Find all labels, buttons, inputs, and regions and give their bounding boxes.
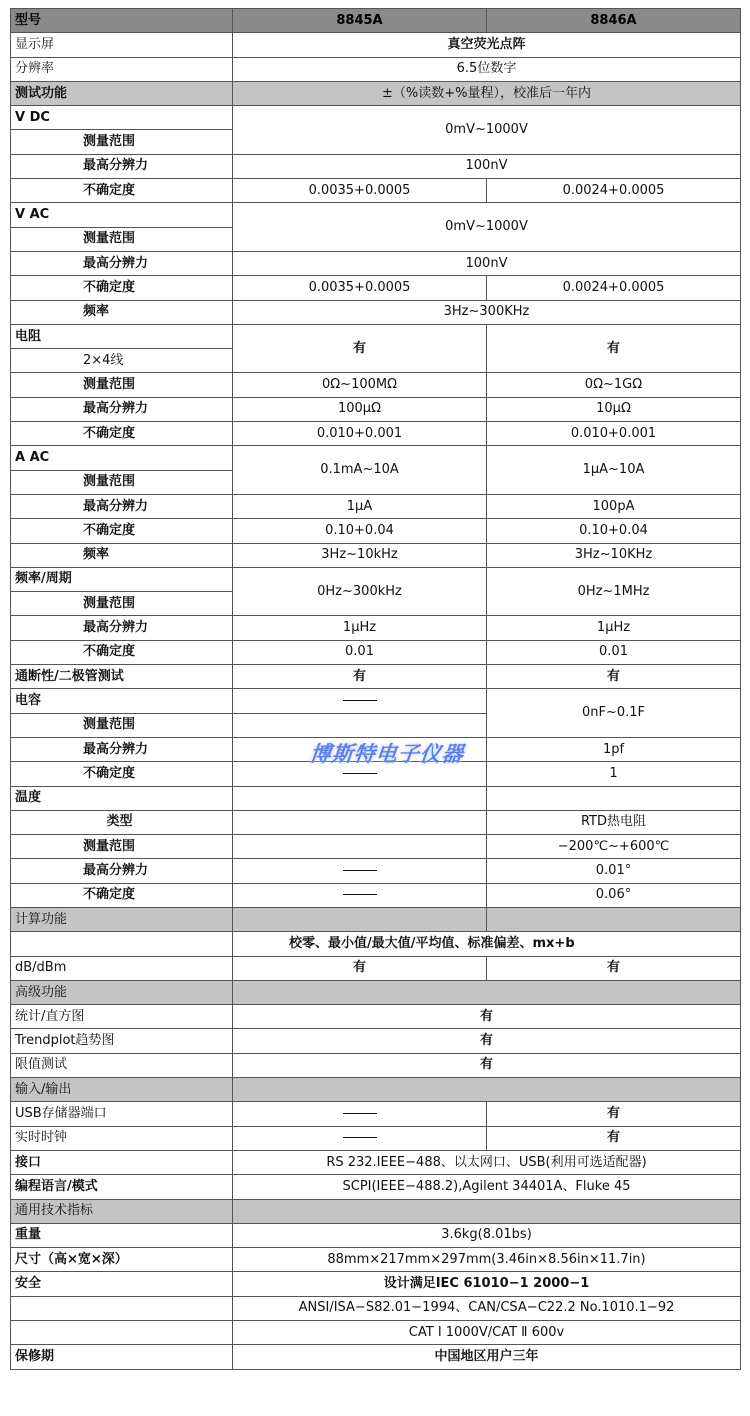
- table-row: [11, 33, 741, 57]
- table-row: [11, 762, 741, 786]
- table-row: [11, 665, 741, 689]
- value-8845a: 有: [233, 665, 487, 689]
- table-row: [11, 689, 741, 713]
- sub-label: 不确定度: [11, 640, 233, 664]
- table-row: [11, 1321, 741, 1345]
- sub-label: 测量范围: [11, 130, 233, 154]
- row-label: dB/dBm: [11, 956, 233, 980]
- section-cell: [233, 1199, 741, 1223]
- table-row: [11, 276, 741, 300]
- table-row: [11, 640, 741, 664]
- value-8846a: 1: [487, 762, 741, 786]
- row-value: CAT Ⅰ 1000V/CAT Ⅱ 600v: [233, 1321, 741, 1345]
- table-row: [11, 324, 741, 348]
- sub-label: 2×4线: [11, 349, 233, 373]
- value-8845a: 0Ω~100MΩ: [233, 373, 487, 397]
- na-dash-cell: [233, 689, 487, 713]
- merged-value-8846a: 0nF~0.1F: [487, 689, 741, 738]
- table-row: [11, 1345, 741, 1369]
- section-label: 输入/输出: [11, 1078, 233, 1102]
- na-dash-cell: [233, 1102, 487, 1126]
- value-8846a: −200℃~+600℃: [487, 835, 741, 859]
- row-label: [11, 1296, 233, 1320]
- empty-cell: [233, 786, 487, 810]
- sub-label: 最高分辨力: [11, 737, 233, 761]
- row-label: 实时时钟: [11, 1126, 233, 1150]
- table-row: [11, 1126, 741, 1150]
- row-label: 尺寸（高×宽×深）: [11, 1248, 233, 1272]
- row-label: 保修期: [11, 1345, 233, 1369]
- merged-value-8845a: 有: [233, 324, 487, 373]
- value-8846a: 0.0024+0.0005: [487, 276, 741, 300]
- table-row: [11, 519, 741, 543]
- table-row: [11, 1053, 741, 1077]
- row-label: 限值测试: [11, 1053, 233, 1077]
- value-8846a: 0.06°: [487, 883, 741, 907]
- table-row: [11, 737, 741, 761]
- row-value: 3Hz~300KHz: [233, 300, 741, 324]
- dash-mark: [343, 894, 377, 895]
- value-8846a: 有: [487, 665, 741, 689]
- row-value: 中国地区用户三年: [233, 1345, 741, 1369]
- table-row: [11, 203, 741, 227]
- value-8846a: 0Ω~1GΩ: [487, 373, 741, 397]
- header-model-8846a: 8846A: [487, 9, 741, 33]
- section-row: [11, 907, 741, 931]
- table-row: [11, 57, 741, 81]
- merged-value-8846a: 1μA~10A: [487, 446, 741, 495]
- value-8846a: 1pf: [487, 737, 741, 761]
- row-label: 接口: [11, 1150, 233, 1174]
- merged-value: 0mV~1000V: [233, 106, 741, 155]
- table-row: [11, 300, 741, 324]
- sub-label: 最高分辨力: [11, 616, 233, 640]
- value-8846a: 3Hz~10KHz: [487, 543, 741, 567]
- group-label: 温度: [11, 786, 233, 810]
- table-row: [11, 1029, 741, 1053]
- value-8846a: 100pA: [487, 494, 741, 518]
- value-8846a: 有: [487, 956, 741, 980]
- sub-label: 最高分辨力: [11, 251, 233, 275]
- table-row: [11, 1005, 741, 1029]
- empty-cell: [487, 786, 741, 810]
- value-8845a: 3Hz~10kHz: [233, 543, 487, 567]
- dash-mark: [343, 700, 377, 701]
- sub-label: 测量范围: [11, 592, 233, 616]
- table-row: [11, 1150, 741, 1174]
- group-label: A AC: [11, 446, 233, 470]
- row-label: 通断性/二极管测试: [11, 665, 233, 689]
- sub-label: 测量范围: [11, 713, 233, 737]
- sub-label: 不确定度: [11, 276, 233, 300]
- sub-label: 最高分辨力: [11, 494, 233, 518]
- sub-label: 不确定度: [11, 762, 233, 786]
- merged-value-8845a: 0.1mA~10A: [233, 446, 487, 495]
- table-row: [11, 494, 741, 518]
- value-8846a: 0.010+0.001: [487, 422, 741, 446]
- row-value: 有: [233, 1053, 741, 1077]
- dash-mark: [343, 870, 377, 871]
- table-row: [11, 1272, 741, 1296]
- table-row: [11, 397, 741, 421]
- empty-cell: [233, 737, 487, 761]
- table-row: [11, 835, 741, 859]
- table-row: [11, 1248, 741, 1272]
- table-row: [11, 446, 741, 470]
- table-row: [11, 106, 741, 130]
- value-8846a: 有: [487, 1126, 741, 1150]
- group-label: 电阻: [11, 324, 233, 348]
- section-label: 通用技术指标: [11, 1199, 233, 1223]
- value-8845a: 1μHz: [233, 616, 487, 640]
- merged-value: 0mV~1000V: [233, 203, 741, 252]
- row-label: 编程语言/模式: [11, 1175, 233, 1199]
- section-label: 计算功能: [11, 907, 233, 931]
- watermark-text: 博斯特电子仪器: [308, 741, 466, 766]
- row-value: ±（%读数+%量程），校准后一年内: [233, 81, 741, 105]
- table-row: [11, 543, 741, 567]
- table-row: [11, 883, 741, 907]
- row-value: 真空荧光点阵: [233, 33, 741, 57]
- row-label: [11, 1321, 233, 1345]
- row-value: 100nV: [233, 251, 741, 275]
- na-dash-cell: [233, 1126, 487, 1150]
- sub-label: 频率: [11, 300, 233, 324]
- sub-label: 不确定度: [11, 519, 233, 543]
- na-dash-cell: [233, 762, 487, 786]
- table-row: [11, 932, 741, 956]
- table-row: [11, 154, 741, 178]
- table-row: [11, 1296, 741, 1320]
- table-row: [11, 810, 741, 834]
- table-row: [11, 422, 741, 446]
- section-label: 高级功能: [11, 980, 233, 1004]
- row-value: 有: [233, 1029, 741, 1053]
- sub-label: 最高分辨力: [11, 859, 233, 883]
- group-label: V AC: [11, 203, 233, 227]
- table-row: [11, 1175, 741, 1199]
- row-label: 安全: [11, 1272, 233, 1296]
- sub-label: 测量范围: [11, 373, 233, 397]
- row-value: ANSI/ISA−S82.01−1994、CAN/CSA−C22.2 No.1010.1−92: [233, 1296, 741, 1320]
- value-8846a: 1μHz: [487, 616, 741, 640]
- group-label: 频率/周期: [11, 567, 233, 591]
- section-cell: [233, 907, 487, 931]
- row-label: 重量: [11, 1223, 233, 1247]
- section-row: [11, 1199, 741, 1223]
- sub-label: 测量范围: [11, 835, 233, 859]
- sub-label: 最高分辨力: [11, 154, 233, 178]
- table-row: [11, 1223, 741, 1247]
- empty-cell: [233, 713, 487, 737]
- sub-label: 测量范围: [11, 227, 233, 251]
- section-row: [11, 81, 741, 105]
- table-row: [11, 179, 741, 203]
- table-header-row: [11, 9, 741, 33]
- section-cell: [487, 907, 741, 931]
- row-value: 3.6kg(8.01bs): [233, 1223, 741, 1247]
- row-value: 设计满足IEC 61010−1 2000−1: [233, 1272, 741, 1296]
- row-value: 88mm×217mm×297mm(3.46in×8.56in×11.7in): [233, 1248, 741, 1272]
- sub-label: 测量范围: [11, 470, 233, 494]
- row-value: 校零、最小值/最大值/平均值、标准偏差、mx+b: [233, 932, 741, 956]
- value-8846a: 0.01°: [487, 859, 741, 883]
- section-label: 测试功能: [11, 81, 233, 105]
- group-label: V DC: [11, 106, 233, 130]
- value-8845a: 0.010+0.001: [233, 422, 487, 446]
- table-row: [11, 1102, 741, 1126]
- row-value: 有: [233, 1005, 741, 1029]
- row-label: USB存储器端口: [11, 1102, 233, 1126]
- value-8845a: 有: [233, 956, 487, 980]
- value-8845a: 0.01: [233, 640, 487, 664]
- table-row: [11, 859, 741, 883]
- section-cell: [233, 1078, 741, 1102]
- value-8845a: 0.0035+0.0005: [233, 179, 487, 203]
- value-8846a: 有: [487, 1102, 741, 1126]
- dash-mark: [343, 773, 377, 774]
- table-row: [11, 616, 741, 640]
- group-label: 电容: [11, 689, 233, 713]
- row-label: 统计/直方图: [11, 1005, 233, 1029]
- dash-mark: [343, 1137, 377, 1138]
- value-8846a: RTD热电阻: [487, 810, 741, 834]
- value-8846a: 0.0024+0.0005: [487, 179, 741, 203]
- row-label: Trendplot趋势图: [11, 1029, 233, 1053]
- sub-label: 最高分辨力: [11, 397, 233, 421]
- na-dash-cell: [233, 883, 487, 907]
- spec-table: [10, 8, 741, 1370]
- row-label: [11, 932, 233, 956]
- section-cell: [233, 980, 741, 1004]
- section-row: [11, 1078, 741, 1102]
- header-model-8845a: 8845A: [233, 9, 487, 33]
- sub-label: 类型: [11, 810, 233, 834]
- sub-label: 不确定度: [11, 422, 233, 446]
- value-8845a: 0.0035+0.0005: [233, 276, 487, 300]
- value-8846a: 0.10+0.04: [487, 519, 741, 543]
- na-dash-cell: [233, 859, 487, 883]
- section-row: [11, 980, 741, 1004]
- empty-cell: [233, 810, 487, 834]
- row-value: 100nV: [233, 154, 741, 178]
- value-8846a: 0.01: [487, 640, 741, 664]
- dash-mark: [343, 1113, 377, 1114]
- merged-value-8846a: 0Hz~1MHz: [487, 567, 741, 616]
- row-value: RS 232.IEEE−488、以太网口、USB(利用可选适配器): [233, 1150, 741, 1174]
- header-model-label: 型号: [11, 9, 233, 33]
- merged-value-8846a: 有: [487, 324, 741, 373]
- merged-value-8845a: 0Hz~300kHz: [233, 567, 487, 616]
- sub-label: 不确定度: [11, 883, 233, 907]
- row-label: 显示屏: [11, 33, 233, 57]
- row-value: 6.5位数字: [233, 57, 741, 81]
- value-8845a: 1μA: [233, 494, 487, 518]
- table-row: [11, 786, 741, 810]
- sub-label: 频率: [11, 543, 233, 567]
- value-8846a: 10μΩ: [487, 397, 741, 421]
- value-8845a: 0.10+0.04: [233, 519, 487, 543]
- table-row: [11, 251, 741, 275]
- table-row: [11, 373, 741, 397]
- table-row: [11, 567, 741, 591]
- row-value: SCPI(IEEE−488.2),Agilent 34401A、Fluke 45: [233, 1175, 741, 1199]
- table-row: [11, 956, 741, 980]
- empty-cell: [233, 835, 487, 859]
- sub-label: 不确定度: [11, 179, 233, 203]
- row-label: 分辨率: [11, 57, 233, 81]
- value-8845a: 100μΩ: [233, 397, 487, 421]
